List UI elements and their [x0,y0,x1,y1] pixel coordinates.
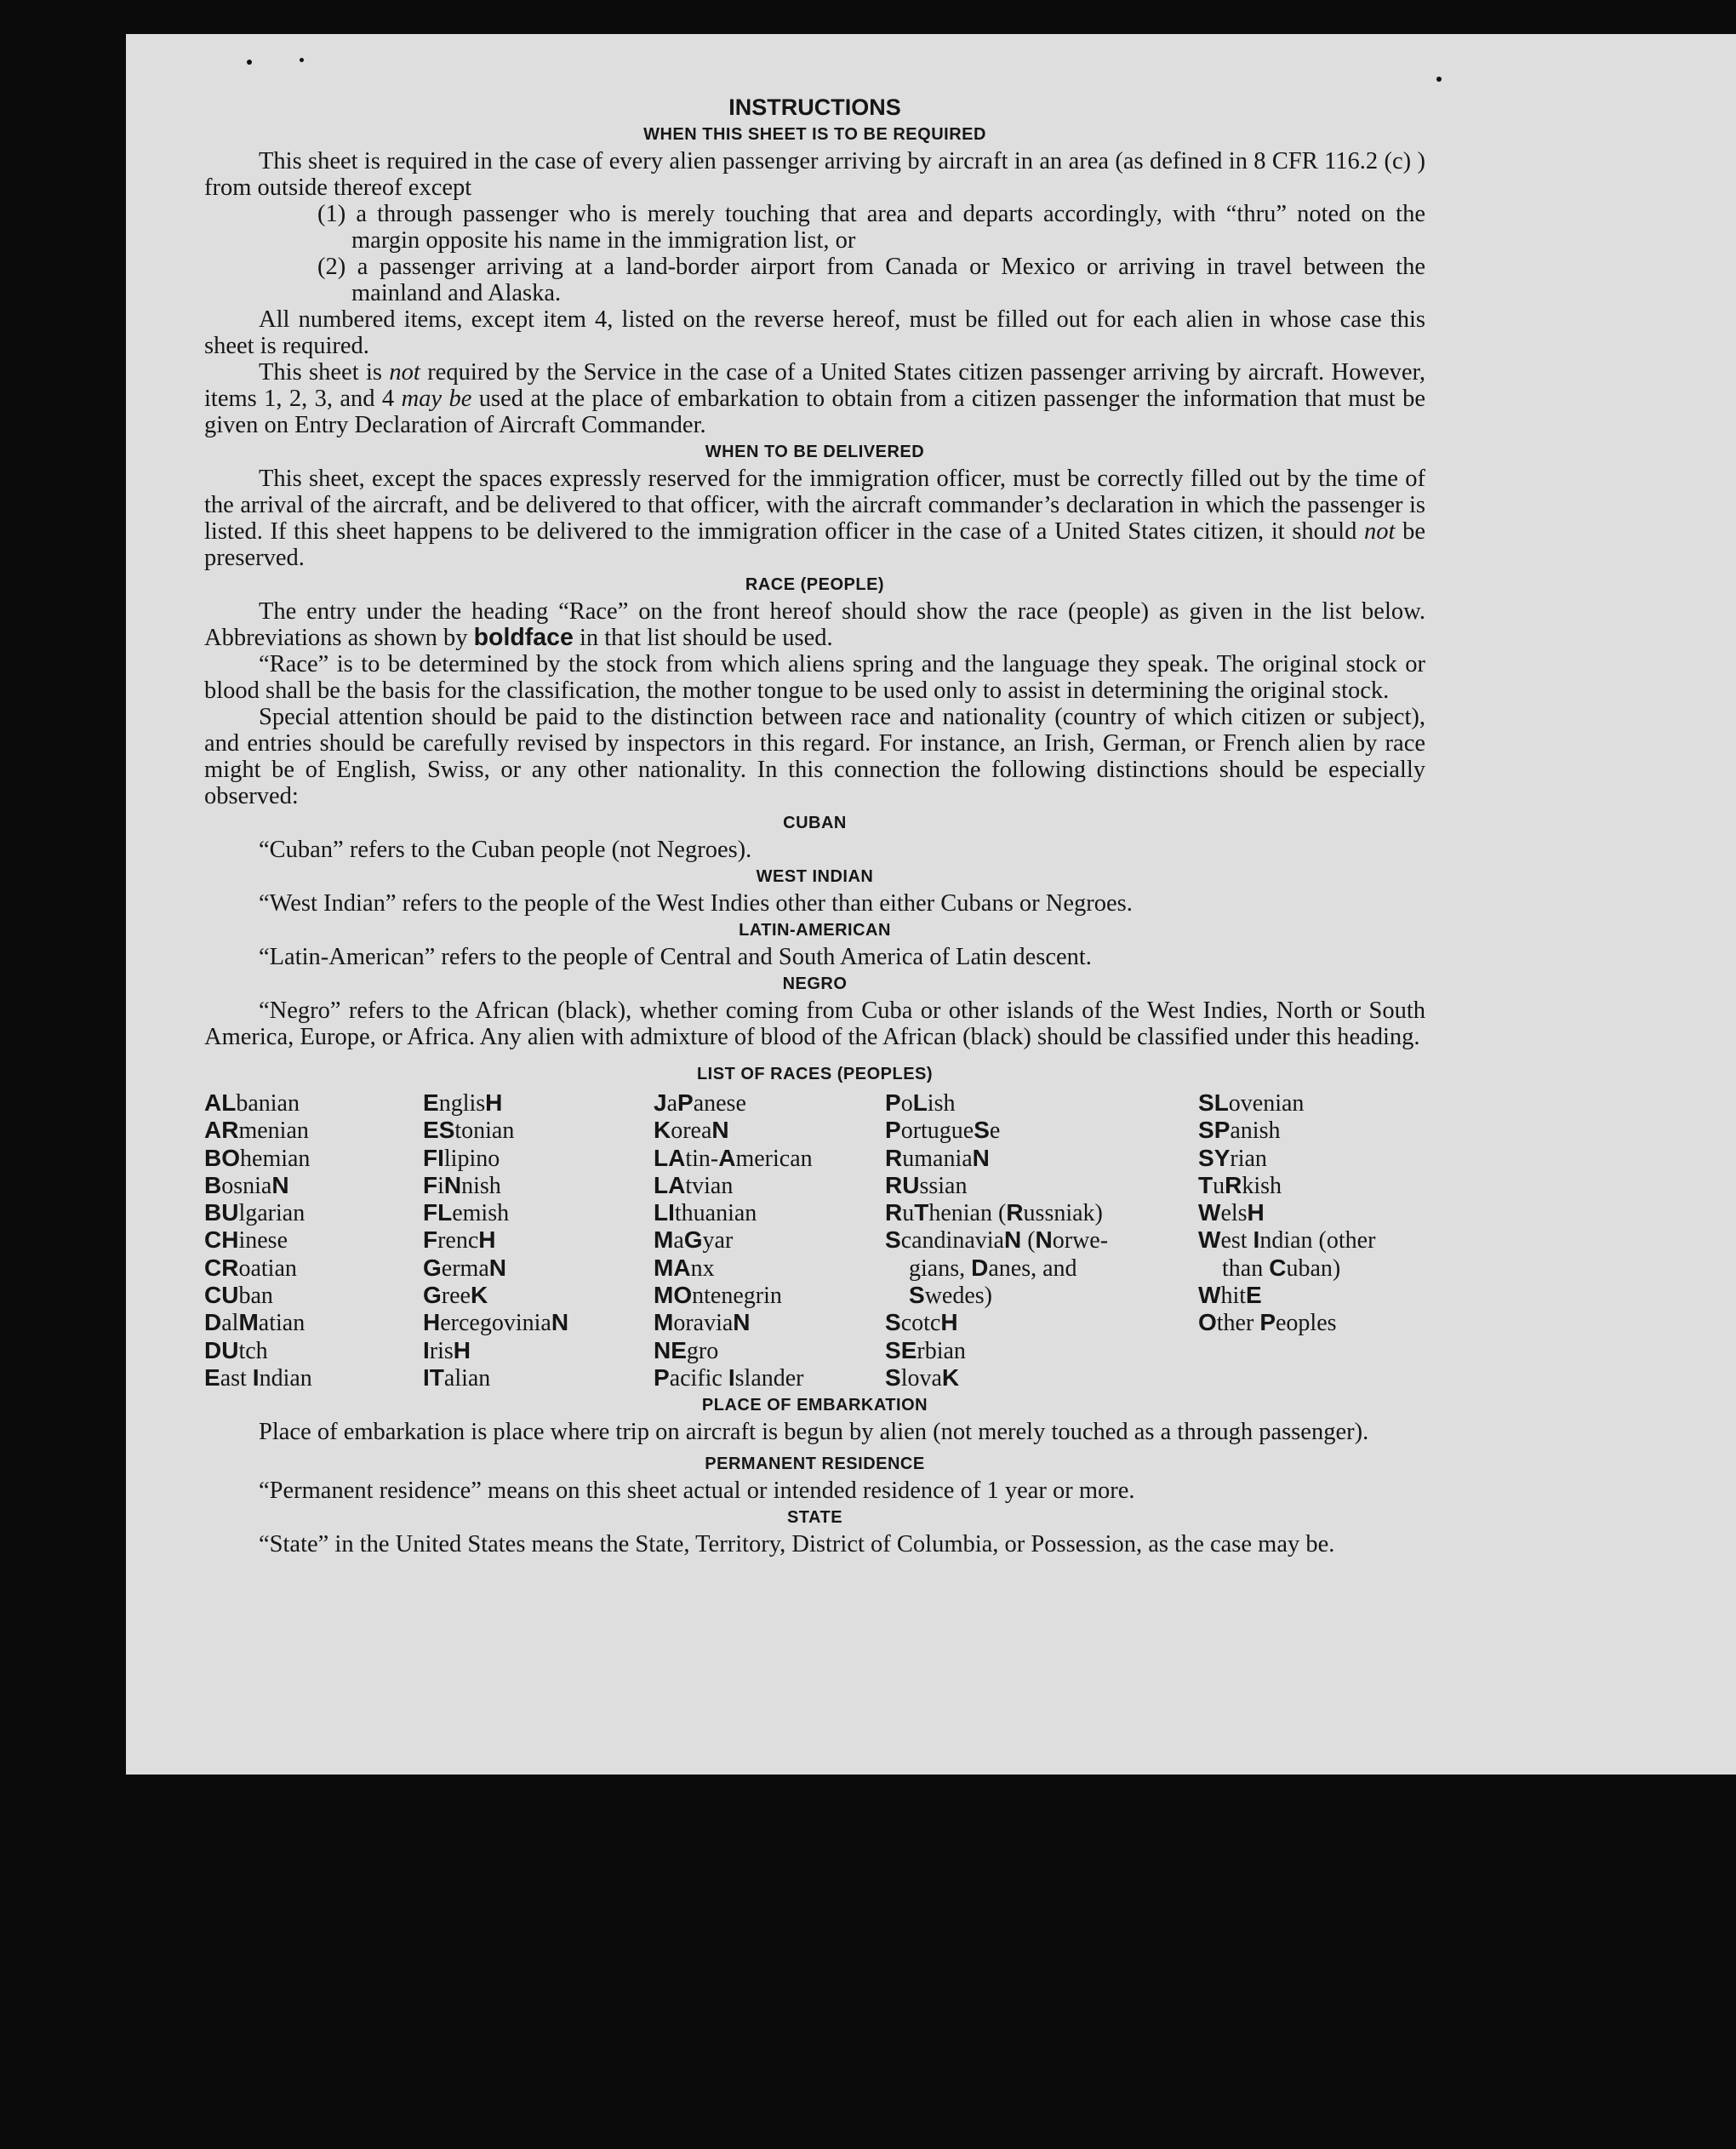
race-entry: West Indian (other [1198,1226,1376,1255]
exception-item-1: (1) a through passenger who is merely touching that area and departs accordingly, with “thru” noted on the margin opposite his name in the immigration list, or [317,201,1425,254]
race-entry: LAtin-American [654,1144,813,1172]
race-entry: FLemish [423,1199,510,1227]
race-entry: NEgro [654,1336,719,1364]
negro-heading: NEGRO [782,974,848,993]
race-entry: ALbanian [204,1089,300,1117]
race-entry: JaPanese [654,1089,746,1117]
races-column-1 [204,1089,423,1392]
race-entry: WhitE [1198,1282,1262,1310]
race-entry: WelsH [1198,1199,1265,1227]
residence-heading: PERMANENT RESIDENCE [705,1455,925,1474]
numbered-items-paragraph: All numbered items, except item 4, listed on the reverse hereof, must be filled out for each alien in whose case this sheet is required. [204,306,1425,359]
latin-american-heading: LATIN-AMERICAN [739,921,891,940]
race-entry: DalMatian [204,1309,306,1337]
race-entry: East Indian [204,1363,312,1392]
residence-text: “Permanent residence” means on this sheet actual or intended residence of 1 year or more. [259,1477,1135,1505]
race-entry: BUlgarian [204,1199,306,1227]
race-entry: BOhemian [204,1144,311,1172]
race-entry: EnglisH [423,1089,503,1117]
when-delivered-heading: WHEN TO BE DELIVERED [705,443,925,461]
race-entry: RumaniaN [885,1144,990,1172]
race-entry: DUtch [204,1336,268,1364]
race-entry: ScotcH [885,1309,958,1337]
race-entry: RuThenian (Russniak) [885,1199,1103,1227]
state-text: “State” in the United States means the State, Territory, District of Columbia, or Possession, as the case may be. [259,1531,1335,1558]
race-entry: SLovenian [1198,1089,1305,1117]
race-entry-continued: than Cuban) [1222,1254,1341,1282]
race-entry: TuRkish [1198,1171,1282,1199]
west-indian-heading: WEST INDIAN [756,867,874,886]
when-required-heading: WHEN THIS SHEET IS TO BE REQUIRED [643,125,986,144]
race-entry: EStonian [423,1117,515,1145]
race-entry: HercegoviniaN [423,1309,569,1337]
west-indian-text: “West Indian” refers to the people of the West Indies other than either Cubans or Negroes. [259,890,1133,917]
race-entry-continued: gians, Danes, and [909,1254,1077,1282]
race-paragraph-1: The entry under the heading “Race” on the front hereof should show the race (people) as given in the list below. Abbreviations as shown by boldface in that list should be used. [204,598,1425,651]
citizen-paragraph: This sheet is not required by the Service in the case of a United States citizen passenger arriving by aircraft. However, items 1, 2, 3, and 4 may be used at the place of embarkation to obtain from a citizen passenger the information that must be given on Entry Declaration of Aircraft Commander. [204,359,1425,438]
race-entry: KoreaN [654,1117,729,1145]
races-column-5 [1198,1089,1425,1392]
race-entry: Pacific Islander [654,1363,804,1392]
embarkation-text: Place of embarkation is place where trip on aircraft is begun by alien (not merely touched as a through passenger). [259,1419,1369,1446]
cuban-text: “Cuban” refers to the Cuban people (not Negroes). [259,837,752,863]
race-entry: ScandinaviaN (Norwe- [885,1226,1109,1255]
document-page [126,34,1736,1775]
race-entry: RUssian [885,1171,968,1199]
race-entry: SlovaK [885,1363,960,1392]
when-delivered-paragraph: This sheet, except the spaces expressly reserved for the immigration officer, must be correctly filled out by the time of the arrival of the aircraft, and be delivered to that officer, with the aircraft commander’s declaration in which the passenger is listed. If this sheet happens to be delivered to the immigration officer in the case of a United States citizen, it should not be preserved. [204,466,1426,571]
scan-speck [300,58,304,62]
race-entry: CHinese [204,1226,288,1255]
race-entry: Other Peoples [1198,1309,1337,1337]
race-entry: CUban [204,1282,273,1310]
race-entry: ITalian [423,1363,491,1392]
list-of-races-heading: LIST OF RACES (PEOPLES) [696,1065,934,1083]
race-entry: GreeK [423,1282,488,1310]
race-entry: MaGyar [654,1226,734,1255]
race-entry-continued: Swedes) [909,1282,992,1310]
state-heading: STATE [786,1508,843,1528]
race-entry: SYrian [1198,1144,1267,1172]
race-entry: SErbian [885,1336,966,1364]
race-heading: RACE (PEOPLE) [745,575,885,594]
races-list [204,1089,1425,1392]
races-column-2 [423,1089,654,1392]
scan-speck [1436,77,1442,82]
race-entry: FrencH [423,1226,496,1255]
race-entry: PortugueSe [885,1117,1001,1145]
page-title: INSTRUCTIONS [728,94,901,120]
cuban-heading: CUBAN [783,814,847,832]
scan-speck [247,60,252,65]
race-entry: GermaN [423,1254,506,1282]
negro-text: “Negro” refers to the African (black), whether coming from Cuba or other islands of the West Indies, North or South America, Europe, or Africa. Any alien with admixture of blood of the African (black) should be classified under this heading. [204,997,1425,1050]
race-entry: MAnx [654,1254,715,1282]
instructions-body [204,94,1425,1557]
when-required-paragraph: This sheet is required in the case of every alien passenger arriving by aircraft in an area (as defined in 8 CFR 116.2 (c) ) from outside thereof except [204,148,1425,201]
race-entry: PoLish [885,1089,956,1117]
race-entry: SPanish [1198,1117,1281,1145]
race-paragraph-2: “Race” is to be determined by the stock from which aliens spring and the language they speak. The original stock or blood shall be the basis for the classification, the mother tongue to be used only to assist in determining the original stock. [204,651,1425,704]
race-entry: MoraviaN [654,1309,751,1337]
latin-american-text: “Latin-American” refers to the people of Central and South America of Latin descent. [259,944,1092,970]
race-entry: ARmenian [204,1117,309,1145]
race-entry: CRoatian [204,1254,297,1282]
race-entry: FIlipino [423,1144,500,1172]
race-paragraph-3: Special attention should be paid to the distinction between race and nationality (country of which citizen or subject), and entries should be carefully revised by inspectors in this regard. For instance, an Irish, German, or French alien by race might be of English, Swiss, or any other nationality. In this connection the following distinctions should be especially observed: [204,704,1425,809]
races-column-3 [654,1089,885,1392]
races-column-4 [885,1089,1198,1392]
race-entry: LAtvian [654,1171,734,1199]
race-entry: BosniaN [204,1171,289,1199]
race-entry: IrisH [423,1336,471,1364]
exception-item-2: (2) a passenger arriving at a land-border airport from Canada or Mexico or arriving in travel between the mainland and Alaska. [317,254,1425,306]
race-entry: FiNnish [423,1171,501,1199]
race-entry: MOntenegrin [654,1282,782,1310]
embarkation-heading: PLACE OF EMBARKATION [701,1396,928,1415]
race-entry: LIthuanian [654,1199,757,1227]
